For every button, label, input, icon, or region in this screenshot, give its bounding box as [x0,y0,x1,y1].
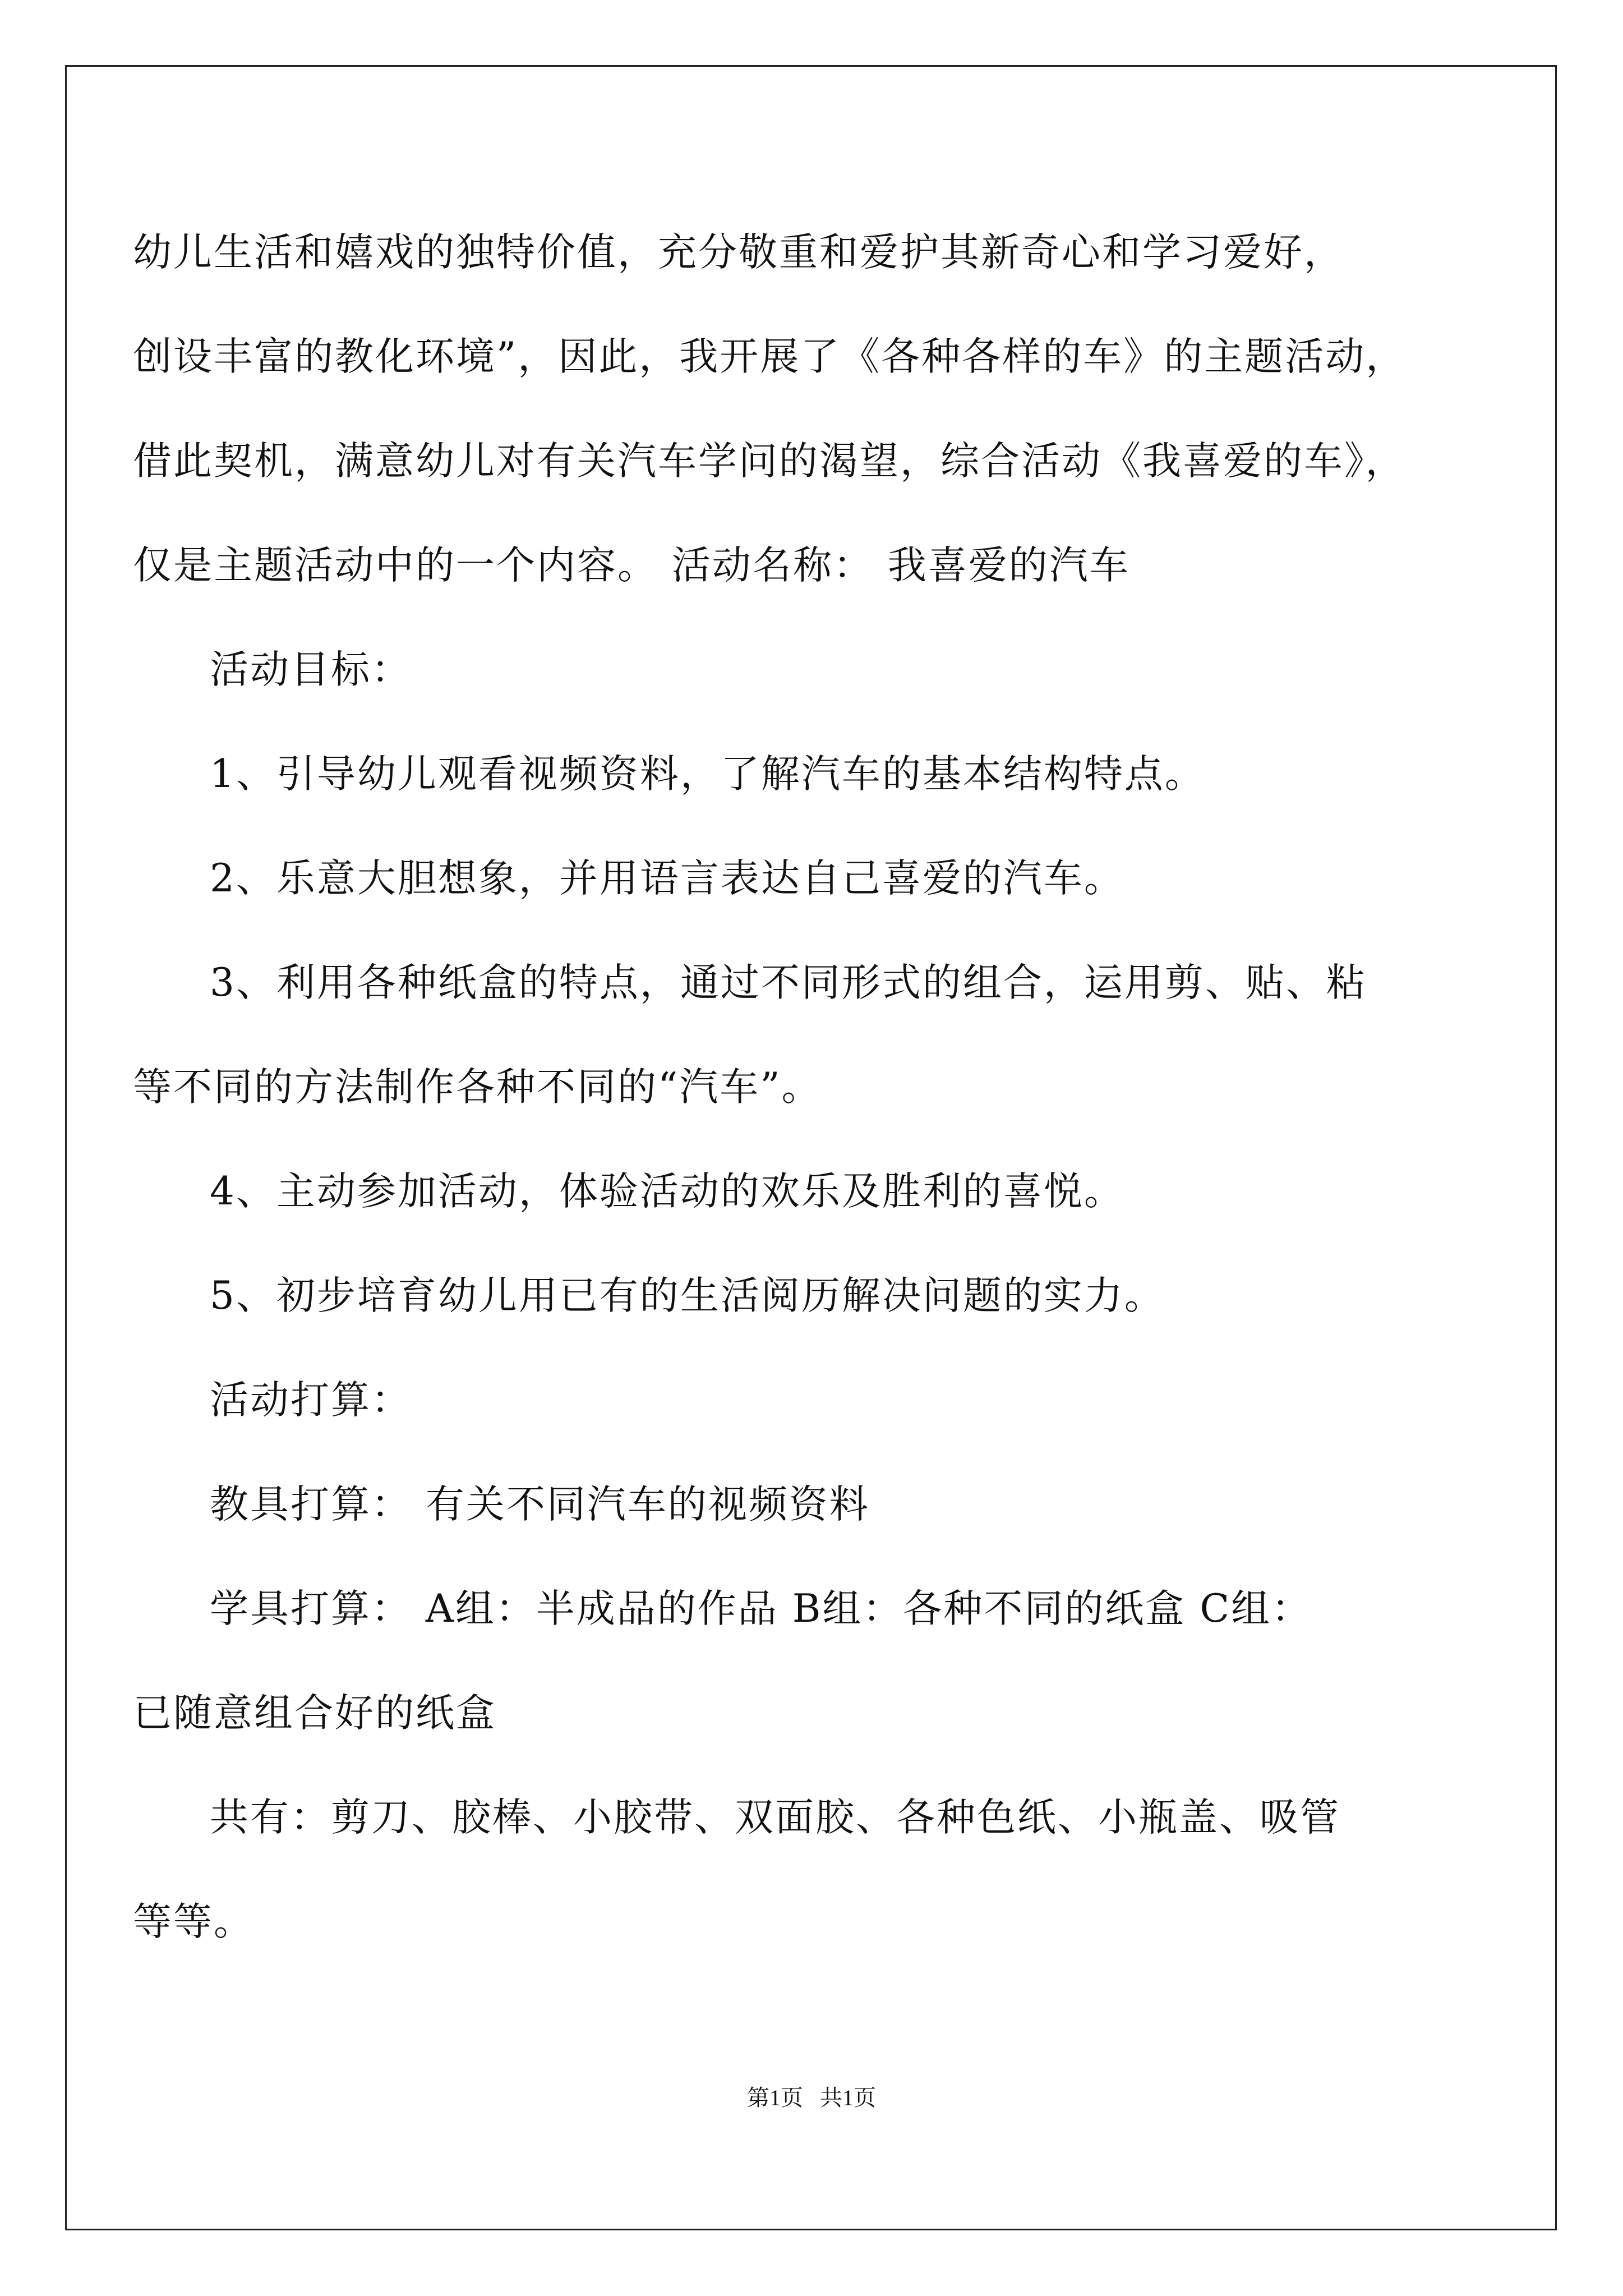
page-footer: 第1页 共1页 [747,2085,876,2110]
section-heading-preparation: 活动打算： [210,1378,412,1423]
goal-item-3: 3、利用各种纸盒的特点，通过不同形式的组合，运用剪、贴、粘 [210,960,1367,1005]
learning-aids-line: 学具打算： A组：半成品的作品 B组：各种不同的纸盒 C组： [210,1586,1312,1631]
section-heading-goals: 活动目标： [210,647,412,692]
page-border [65,65,1557,2230]
shared-materials-continued: 等等。 [133,1899,254,1944]
goal-item-1: 1、引导幼儿观看视频资料，了解汽车的基本结构特点。 [210,752,1205,797]
body-line-1: 幼儿生活和嬉戏的独特价值，充分敬重和爱护其新奇心和学习爱好， [133,230,1344,275]
teaching-aids-line: 教具打算： 有关不同汽车的视频资料 [210,1482,870,1527]
goal-item-3-continued: 等不同的方法制作各种不同的“汽车”。 [133,1065,822,1110]
goal-item-5: 5、初步培育幼儿用已有的生活阅历解决问题的实力。 [210,1273,1165,1318]
body-line-4: 仅是主题活动中的一个内容。 活动名称： 我喜爱的汽车 [133,543,1130,588]
goal-item-2: 2、乐意大胆想象，并用语言表达自己喜爱的汽车。 [210,856,1124,901]
goal-item-4: 4、主动参加活动，体验活动的欢乐及胜利的喜悦。 [210,1169,1124,1214]
body-line-3: 借此契机，满意幼儿对有关汽车学问的渴望，综合活动《我喜爱的车》， [133,439,1406,484]
learning-aids-continued: 已随意组合好的纸盒 [133,1691,496,1736]
shared-materials-line: 共有：剪刀、胶棒、小胶带、双面胶、各种色纸、小瓶盖、吸管 [210,1795,1340,1840]
body-line-2: 创设丰富的教化环境”，因此，我开展了《各种各样的车》的主题活动， [133,334,1407,379]
